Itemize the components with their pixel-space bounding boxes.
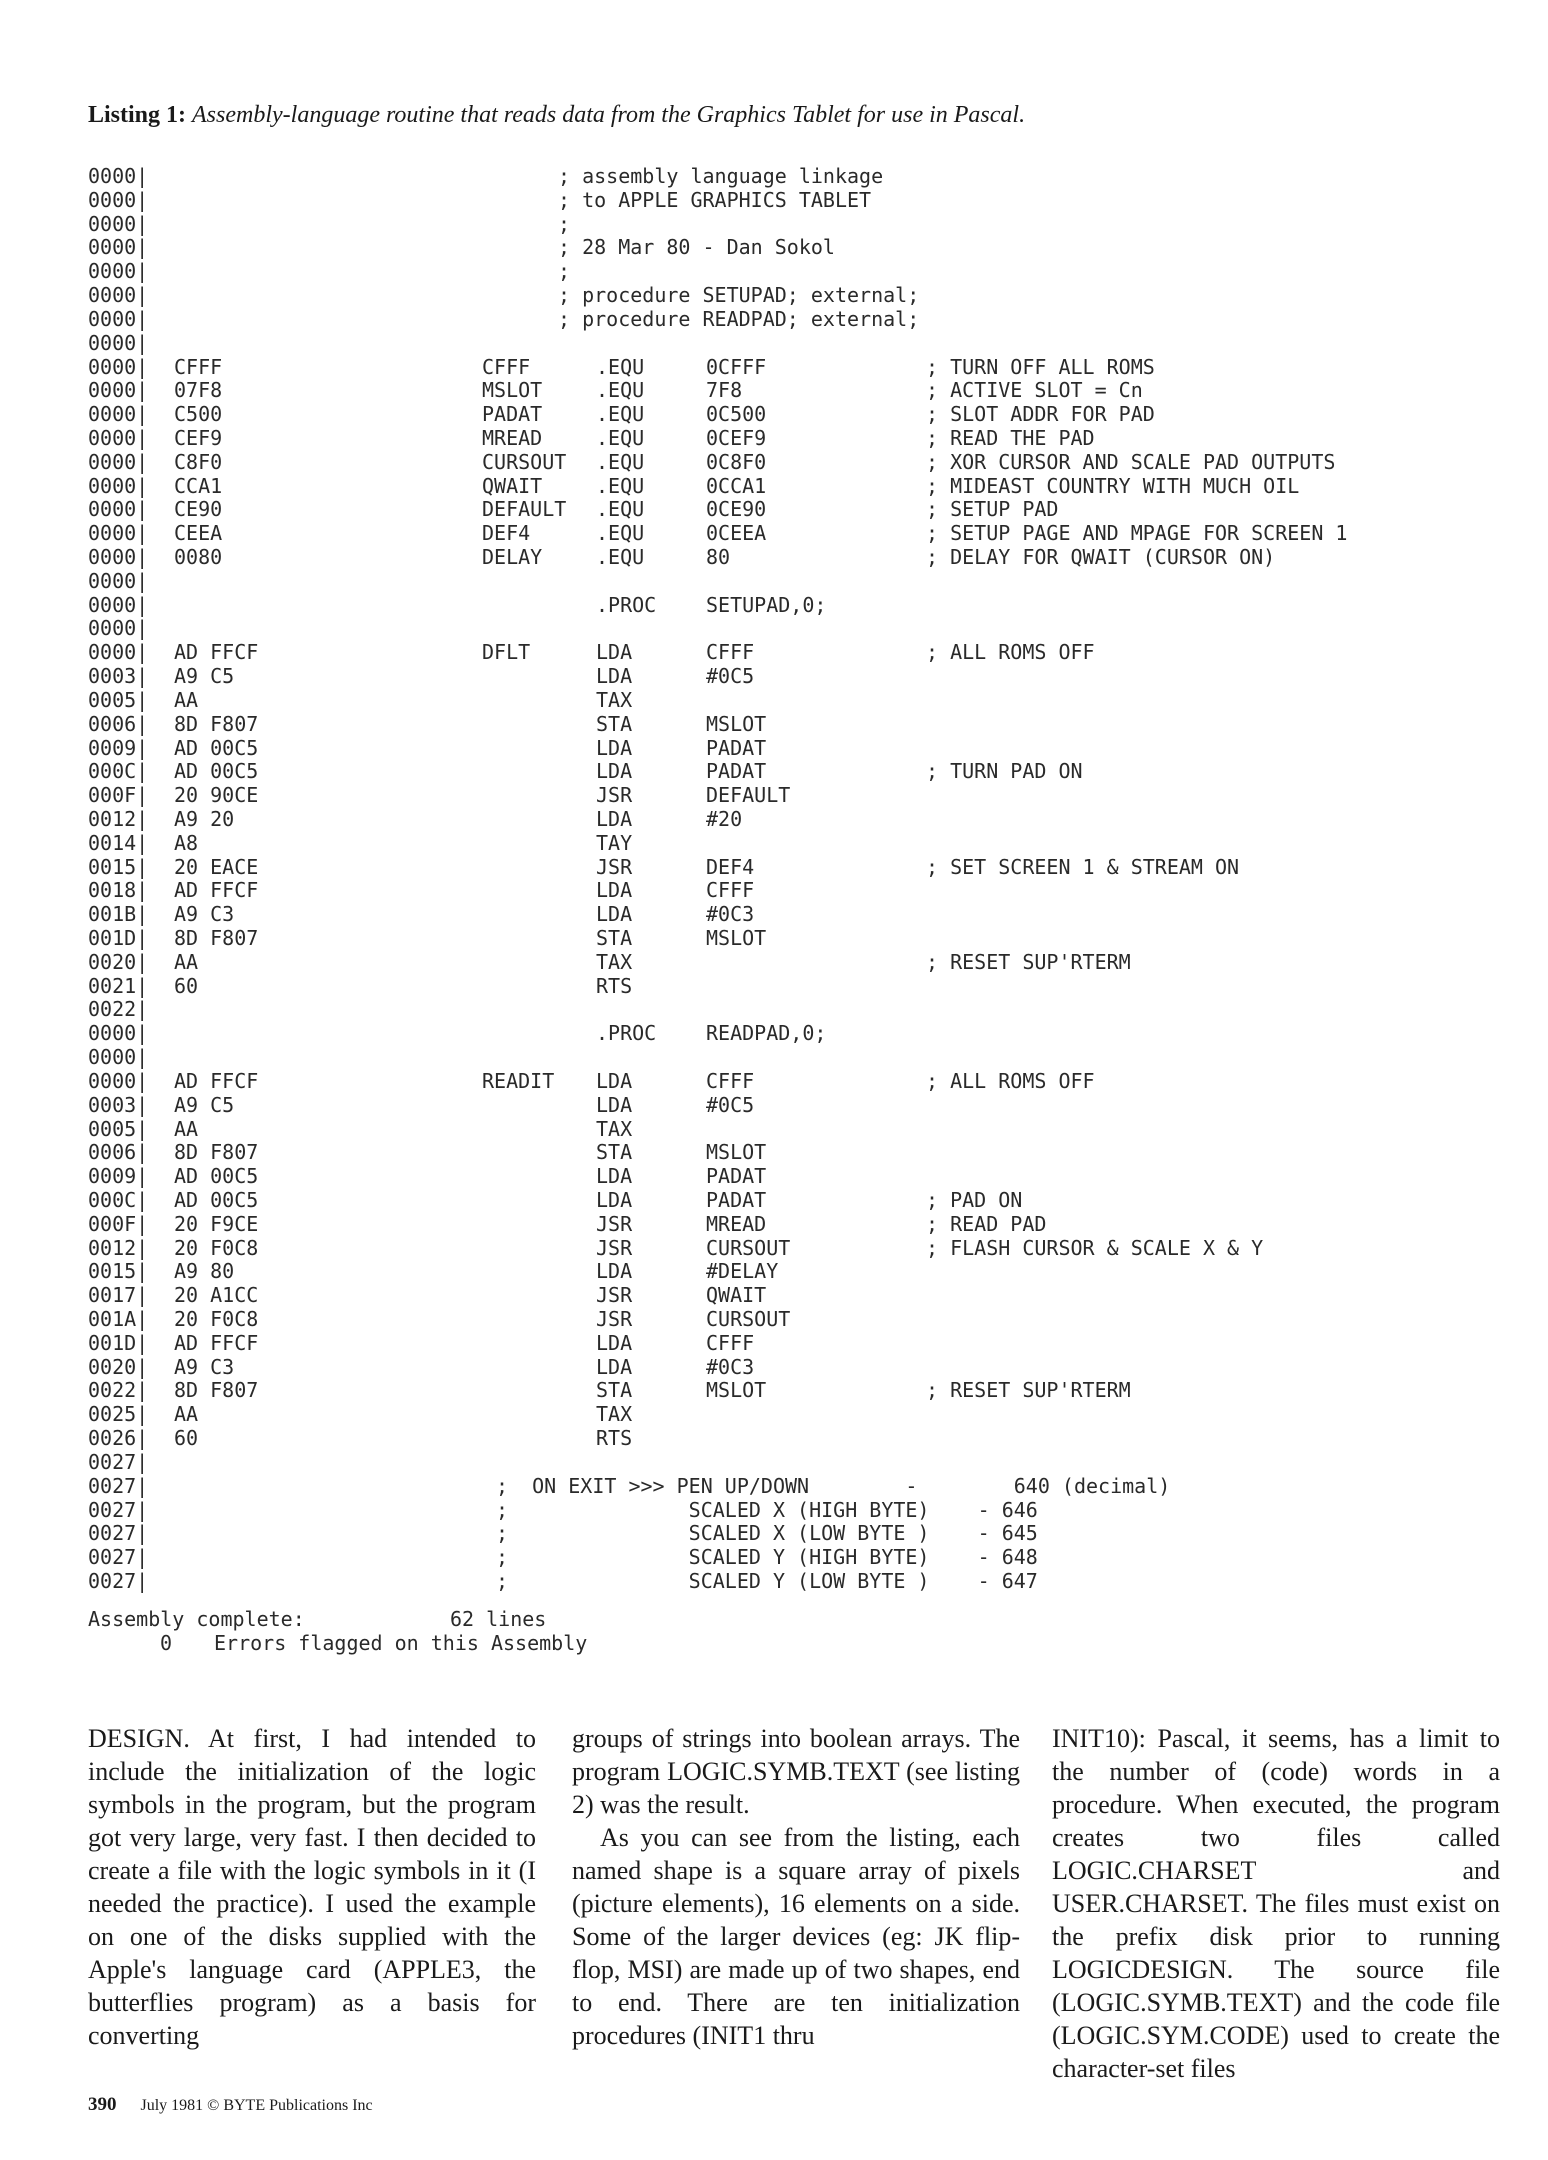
listing-op: JSR xyxy=(596,1235,633,1260)
body-paragraph: INIT10): Pascal, it seems, has a limit to the number of (code) words in a procedure. When executed, the program creates two files called LOGIC.CHARSET and USER.CHARSET. The files must exist on the prefix disk prior to running LOGICDESIGN. The source file (LOGIC.SYMB.TEXT) and the code file (LOGIC.SYM.CODE) used to create the character-set files xyxy=(1052,1724,1500,2083)
listing-comment: ; xyxy=(558,259,571,284)
listing-comment: ; ALL ROMS OFF xyxy=(926,1068,1095,1093)
listing-arg: 0CEF9 xyxy=(706,425,767,450)
listing-addr: 0025| xyxy=(88,1402,149,1427)
listing-addr: 001D| xyxy=(88,926,149,950)
listing-line xyxy=(88,737,1508,761)
listing-comment: ; READ THE PAD xyxy=(926,425,1095,450)
listing-hex: A9 C5 xyxy=(174,664,235,689)
listing-hex: 20 A1CC xyxy=(174,1283,259,1308)
listing-addr: 0020| xyxy=(88,949,149,974)
listing-arg: CFFF xyxy=(706,1068,755,1093)
listing-op: .EQU xyxy=(596,449,645,474)
listing-line xyxy=(88,1379,1508,1403)
listing-comment: ; RESET SUP'RTERM xyxy=(926,949,1131,974)
listing-op: .EQU xyxy=(596,521,645,546)
listing-hex: 60 xyxy=(174,973,199,998)
body-column-1 xyxy=(88,1722,536,2052)
listing-addr: 0000| xyxy=(88,354,149,379)
listing-op: TAX xyxy=(596,1116,633,1141)
listing-line xyxy=(88,665,1508,689)
listing-op: JSR xyxy=(596,854,633,879)
listing-op: TAX xyxy=(596,1402,633,1427)
listing-op: .EQU xyxy=(596,545,645,569)
listing-addr: 0000| xyxy=(88,378,149,403)
listing-exit-note xyxy=(88,1546,1508,1570)
listing-line xyxy=(88,689,1508,713)
listing-hex: A9 C5 xyxy=(174,1092,235,1117)
assembly-summary xyxy=(88,1607,988,1655)
listing-line xyxy=(88,570,1508,594)
listing-op: JSR xyxy=(596,1211,633,1236)
listing-arg: PADAT xyxy=(706,1164,767,1189)
listing-addr: 0000| xyxy=(88,545,149,569)
listing-addr: 0022| xyxy=(88,997,149,1022)
listing-addr: 0006| xyxy=(88,1140,149,1165)
listing-arg: #0C5 xyxy=(706,1092,755,1117)
listing-op: .EQU xyxy=(596,354,645,379)
listing-line xyxy=(88,760,1508,784)
listing-line xyxy=(88,308,1508,332)
listing-arg: 0C8F0 xyxy=(706,449,767,474)
listing-addr: 0000| xyxy=(88,449,149,474)
listing-addr: 0000| xyxy=(88,330,149,355)
listing-addr: 0000| xyxy=(88,164,149,188)
listing-op: LDA xyxy=(596,759,633,784)
listing-op: .EQU xyxy=(596,497,645,522)
listing-line xyxy=(88,236,1508,260)
listing-line xyxy=(88,165,1508,189)
listing-op: LDA xyxy=(596,735,633,760)
listing-comment: ; xyxy=(558,211,571,236)
listing-addr: 0000| xyxy=(88,1045,149,1070)
listing-line xyxy=(88,213,1508,237)
listing-addr: 0006| xyxy=(88,711,149,736)
listing-addr: 000F| xyxy=(88,1211,149,1236)
listing-arg: #0C5 xyxy=(706,664,755,689)
listing-line xyxy=(88,1165,1508,1189)
listing-exit-text: ; SCALED X (LOW BYTE ) - 645 xyxy=(496,1521,1038,1546)
summary-errors-count: 0 xyxy=(160,1631,173,1655)
body-paragraph: DESIGN. At first, I had intended to include the initialization of the logic symbols in the program, but the program got very large, very fast. I then decided to create a file with the logic symbols in it (I needed the practice). I used the example on one of the disks supplied with the Apple's language card (APPLE3, the butterflies program) as a basis for converting xyxy=(88,1724,536,2050)
listing-label: DEFAULT xyxy=(482,497,567,522)
listing-label: MREAD xyxy=(482,425,543,450)
listing-op: LDA xyxy=(596,1164,633,1189)
listing-hex: 07F8 xyxy=(174,378,223,403)
listing-line xyxy=(88,975,1508,999)
listing-hex: 20 EACE xyxy=(174,854,259,879)
listing-line xyxy=(88,1237,1508,1261)
listing-arg: PADAT xyxy=(706,735,767,760)
listing-line xyxy=(88,451,1508,475)
listing-addr: 0009| xyxy=(88,735,149,760)
listing-addr: 0000| xyxy=(88,259,149,284)
listing-line xyxy=(88,1403,1508,1427)
listing-op: LDA xyxy=(596,1259,633,1284)
listing-exit-text: ; SCALED X (HIGH BYTE) - 646 xyxy=(496,1497,1038,1522)
listing-addr: 0003| xyxy=(88,664,149,689)
listing-op: STA xyxy=(596,1140,633,1165)
summary-line-1 xyxy=(88,1607,988,1631)
listing-comment: ; FLASH CURSOR & SCALE X & Y xyxy=(926,1235,1264,1260)
listing-arg: MSLOT xyxy=(706,1378,767,1403)
body-paragraph: groups of strings into boolean arrays. The program LOGIC.SYMB.TEXT (see listing 2) was the result. xyxy=(572,1724,1020,1819)
listing-addr: 0005| xyxy=(88,687,149,712)
listing-op: LDA xyxy=(596,1092,633,1117)
listing-line xyxy=(88,284,1508,308)
listing-hex: CEEA xyxy=(174,521,223,546)
listing-op: JSR xyxy=(596,1307,633,1331)
listing-line xyxy=(88,379,1508,403)
listing-comment: ; XOR CURSOR AND SCALE PAD OUTPUTS xyxy=(926,449,1336,474)
listing-label: MSLOT xyxy=(482,378,543,403)
listing-arg: CFFF xyxy=(706,1330,755,1355)
listing-comment: ; READ PAD xyxy=(926,1211,1047,1236)
listing-line xyxy=(88,1332,1508,1356)
listing-hex: 8D F807 xyxy=(174,1140,259,1165)
listing-hex: 8D F807 xyxy=(174,1378,259,1403)
listing-exit-note xyxy=(88,1499,1508,1523)
listing-hex: 20 90CE xyxy=(174,783,259,808)
listing-addr: 0005| xyxy=(88,1116,149,1141)
listing-hex: AD FFCF xyxy=(174,640,259,665)
listing-op: .EQU xyxy=(596,402,645,427)
listing-line xyxy=(88,475,1508,499)
listing-hex: AD 00C5 xyxy=(174,735,259,760)
listing-arg: MSLOT xyxy=(706,711,767,736)
listing-line xyxy=(88,356,1508,380)
listing-op: JSR xyxy=(596,783,633,808)
listing-hex: AD FFCF xyxy=(174,1330,259,1355)
assembly-listing xyxy=(88,165,1508,1594)
listing-line xyxy=(88,641,1508,665)
listing-comment: ; procedure READPAD; external; xyxy=(558,306,920,331)
listing-addr: 0014| xyxy=(88,830,149,855)
listing-op: .EQU xyxy=(596,378,645,403)
body-paragraph: As you can see from the listing, each named shape is a square array of pixels (picture elements), 16 elements on a side. Some of the larger devices (eg: JK flip-flop, MSI) are made up of two shapes, end to end. There are ten initialization procedures (INIT1 thru xyxy=(572,1823,1020,2050)
listing-op: TAX xyxy=(596,949,633,974)
listing-op: JSR xyxy=(596,1283,633,1308)
listing-addr: 0012| xyxy=(88,806,149,831)
listing-op: STA xyxy=(596,1378,633,1403)
listing-line xyxy=(88,927,1508,951)
listing-arg: DEFAULT xyxy=(706,783,791,808)
listing-comment: ; 28 Mar 80 - Dan Sokol xyxy=(558,235,835,260)
listing-addr: 0021| xyxy=(88,973,149,998)
listing-caption xyxy=(88,100,1488,130)
listing-hex: AD 00C5 xyxy=(174,759,259,784)
listing-op: LDA xyxy=(596,878,633,903)
listing-line xyxy=(88,498,1508,522)
listing-addr: 0027| xyxy=(88,1545,149,1570)
listing-exit-note xyxy=(88,1522,1508,1546)
page-number: 390 xyxy=(88,2094,117,2115)
listing-hex: AA xyxy=(174,949,199,974)
listing-label: DEF4 xyxy=(482,521,531,546)
listing-arg: 0CEEA xyxy=(706,521,767,546)
listing-arg: 0C500 xyxy=(706,402,767,427)
listing-arg: MSLOT xyxy=(706,1140,767,1165)
listing-op: LDA xyxy=(596,664,633,689)
listing-addr: 0018| xyxy=(88,878,149,903)
listing-addr: 0017| xyxy=(88,1283,149,1308)
listing-arg: READPAD,0; xyxy=(706,1021,827,1046)
listing-arg: #20 xyxy=(706,806,743,831)
listing-comment: ; MIDEAST COUNTRY WITH MUCH OIL xyxy=(926,473,1300,498)
listing-line xyxy=(88,713,1508,737)
caption-title: Assembly-language routine that reads data from the Graphics Tablet for use in Pascal. xyxy=(192,102,1026,128)
listing-line xyxy=(88,1094,1508,1118)
listing-op: STA xyxy=(596,711,633,736)
listing-hex: A9 20 xyxy=(174,806,235,831)
listing-hex: CFFF xyxy=(174,354,223,379)
publication-credit: July 1981 © BYTE Publications Inc xyxy=(140,2097,373,2114)
caption-label: Listing 1: xyxy=(88,102,187,128)
listing-addr: 0027| xyxy=(88,1449,149,1474)
listing-addr: 0000| xyxy=(88,640,149,665)
listing-addr: 0000| xyxy=(88,187,149,212)
listing-line xyxy=(88,617,1508,641)
listing-exit-text: ; SCALED Y (HIGH BYTE) - 648 xyxy=(496,1545,1038,1570)
listing-exit-text: ; SCALED Y (LOW BYTE ) - 647 xyxy=(496,1568,1038,1593)
listing-label: CURSOUT xyxy=(482,449,567,474)
listing-addr: 0000| xyxy=(88,521,149,546)
listing-line xyxy=(88,332,1508,356)
listing-addr: 0003| xyxy=(88,1092,149,1117)
listing-line xyxy=(88,546,1508,570)
listing-hex: CE90 xyxy=(174,497,223,522)
listing-op: LDA xyxy=(596,1187,633,1212)
summary-line-2 xyxy=(88,1631,988,1655)
summary-errors-text: Errors flagged on this Assembly xyxy=(214,1631,588,1655)
listing-comment: ; SET SCREEN 1 & STREAM ON xyxy=(926,854,1240,879)
listing-line xyxy=(88,1356,1508,1380)
listing-hex: AA xyxy=(174,1116,199,1141)
listing-addr: 000C| xyxy=(88,1187,149,1212)
listing-arg: 0CCA1 xyxy=(706,473,767,498)
listing-label: READIT xyxy=(482,1068,555,1093)
listing-hex: AD 00C5 xyxy=(174,1187,259,1212)
listing-line xyxy=(88,1308,1508,1332)
listing-comment: ; procedure SETUPAD; external; xyxy=(558,283,920,308)
listing-hex: 20 F9CE xyxy=(174,1211,259,1236)
listing-addr: 001A| xyxy=(88,1307,149,1331)
listing-op: TAY xyxy=(596,830,633,855)
listing-hex: CCA1 xyxy=(174,473,223,498)
listing-exit-note xyxy=(88,1475,1508,1499)
listing-addr: 0020| xyxy=(88,1354,149,1379)
listing-comment: ; ALL ROMS OFF xyxy=(926,640,1095,665)
listing-addr: 0000| xyxy=(88,211,149,236)
listing-label: CFFF xyxy=(482,354,531,379)
listing-addr: 0027| xyxy=(88,1568,149,1593)
listing-label: QWAIT xyxy=(482,473,543,498)
listing-exit-note xyxy=(88,1451,1508,1475)
listing-op: LDA xyxy=(596,1068,633,1093)
listing-addr: 000C| xyxy=(88,759,149,784)
listing-line xyxy=(88,522,1508,546)
listing-op: .EQU xyxy=(596,425,645,450)
listing-hex: 8D F807 xyxy=(174,711,259,736)
listing-op: RTS xyxy=(596,973,633,998)
listing-line xyxy=(88,998,1508,1022)
listing-arg: MREAD xyxy=(706,1211,767,1236)
listing-hex: AA xyxy=(174,687,199,712)
listing-op: .PROC xyxy=(596,592,657,617)
listing-op: LDA xyxy=(596,902,633,927)
listing-arg: 0CFFF xyxy=(706,354,767,379)
listing-op: LDA xyxy=(596,806,633,831)
listing-hex: C8F0 xyxy=(174,449,223,474)
listing-comment: ; PAD ON xyxy=(926,1187,1023,1212)
listing-comment: ; SETUP PAGE AND MPAGE FOR SCREEN 1 xyxy=(926,521,1348,546)
summary-complete-label: Assembly complete: xyxy=(88,1607,305,1631)
summary-lines: 62 lines xyxy=(450,1607,547,1631)
listing-arg: 80 xyxy=(706,545,731,569)
listing-comment: ; SETUP PAD xyxy=(926,497,1059,522)
listing-line xyxy=(88,1118,1508,1142)
listing-line xyxy=(88,951,1508,975)
listing-comment: ; DELAY FOR QWAIT (CURSOR ON) xyxy=(926,545,1276,569)
listing-op: LDA xyxy=(596,1330,633,1355)
listing-op: RTS xyxy=(596,1426,633,1451)
listing-addr: 0022| xyxy=(88,1378,149,1403)
listing-line xyxy=(88,1284,1508,1308)
listing-comment: ; assembly language linkage xyxy=(558,164,884,188)
listing-addr: 001B| xyxy=(88,902,149,927)
listing-arg: #DELAY xyxy=(706,1259,779,1284)
body-column-3 xyxy=(1052,1722,1500,2085)
listing-line xyxy=(88,260,1508,284)
listing-line xyxy=(88,1070,1508,1094)
listing-addr: 001D| xyxy=(88,1330,149,1355)
listing-addr: 0015| xyxy=(88,1259,149,1284)
listing-arg: #0C3 xyxy=(706,1354,755,1379)
listing-addr: 0000| xyxy=(88,592,149,617)
listing-line xyxy=(88,856,1508,880)
listing-arg: DEF4 xyxy=(706,854,755,879)
listing-op: TAX xyxy=(596,687,633,712)
listing-addr: 0000| xyxy=(88,616,149,641)
listing-line xyxy=(88,1141,1508,1165)
listing-line xyxy=(88,879,1508,903)
listing-hex: C500 xyxy=(174,402,223,427)
listing-comment: ; SLOT ADDR FOR PAD xyxy=(926,402,1155,427)
listing-addr: 0027| xyxy=(88,1497,149,1522)
listing-hex: AD 00C5 xyxy=(174,1164,259,1189)
listing-arg: CURSOUT xyxy=(706,1307,791,1331)
listing-arg: SETUPAD,0; xyxy=(706,592,827,617)
listing-exit-note xyxy=(88,1570,1508,1594)
listing-addr: 0009| xyxy=(88,1164,149,1189)
listing-addr: 0000| xyxy=(88,568,149,593)
listing-line xyxy=(88,832,1508,856)
listing-comment: ; to APPLE GRAPHICS TABLET xyxy=(558,187,872,212)
listing-comment: ; RESET SUP'RTERM xyxy=(926,1378,1131,1403)
listing-arg: 7F8 xyxy=(706,378,743,403)
listing-addr: 0000| xyxy=(88,473,149,498)
listing-label: DELAY xyxy=(482,545,543,569)
listing-arg: PADAT xyxy=(706,759,767,784)
listing-hex: 20 F0C8 xyxy=(174,1307,259,1331)
listing-hex: A9 80 xyxy=(174,1259,235,1284)
listing-addr: 0015| xyxy=(88,854,149,879)
listing-addr: 0027| xyxy=(88,1521,149,1546)
listing-hex: 8D F807 xyxy=(174,926,259,950)
listing-op: .EQU xyxy=(596,473,645,498)
listing-arg: MSLOT xyxy=(706,926,767,950)
listing-op: LDA xyxy=(596,640,633,665)
listing-arg: PADAT xyxy=(706,1187,767,1212)
listing-hex: 20 F0C8 xyxy=(174,1235,259,1260)
body-column-2 xyxy=(572,1722,1020,2052)
listing-line xyxy=(88,189,1508,213)
listing-hex: CEF9 xyxy=(174,425,223,450)
listing-arg: CFFF xyxy=(706,640,755,665)
listing-addr: 0000| xyxy=(88,306,149,331)
listing-arg: 0CE90 xyxy=(706,497,767,522)
listing-addr: 0027| xyxy=(88,1473,149,1498)
listing-addr: 0000| xyxy=(88,425,149,450)
listing-exit-text: ; ON EXIT >>> PEN UP/DOWN - 640 (decimal) xyxy=(496,1473,1171,1498)
listing-addr: 0000| xyxy=(88,1021,149,1046)
listing-addr: 0000| xyxy=(88,402,149,427)
listing-arg: CFFF xyxy=(706,878,755,903)
listing-label: DFLT xyxy=(482,640,531,665)
listing-comment: ; ACTIVE SLOT = Cn xyxy=(926,378,1143,403)
listing-addr: 0000| xyxy=(88,235,149,260)
listing-line xyxy=(88,784,1508,808)
listing-line xyxy=(88,1213,1508,1237)
listing-addr: 0000| xyxy=(88,497,149,522)
listing-op: LDA xyxy=(596,1354,633,1379)
listing-hex: AA xyxy=(174,1402,199,1427)
listing-line xyxy=(88,1427,1508,1451)
listing-arg: QWAIT xyxy=(706,1283,767,1308)
listing-line xyxy=(88,903,1508,927)
listing-addr: 000F| xyxy=(88,783,149,808)
listing-addr: 0000| xyxy=(88,283,149,308)
listing-label: PADAT xyxy=(482,402,543,427)
listing-line xyxy=(88,427,1508,451)
listing-line xyxy=(88,808,1508,832)
listing-hex: A9 C3 xyxy=(174,1354,235,1379)
listing-hex: AD FFCF xyxy=(174,1068,259,1093)
listing-hex: A8 xyxy=(174,830,199,855)
listing-hex: 60 xyxy=(174,1426,199,1451)
listing-op: .PROC xyxy=(596,1021,657,1046)
listing-hex: AD FFCF xyxy=(174,878,259,903)
listing-op: STA xyxy=(596,926,633,950)
page-footer xyxy=(88,2093,373,2118)
listing-line xyxy=(88,1046,1508,1070)
listing-hex: 0080 xyxy=(174,545,223,569)
listing-arg: #0C3 xyxy=(706,902,755,927)
listing-line xyxy=(88,1189,1508,1213)
listing-addr: 0000| xyxy=(88,1068,149,1093)
listing-line xyxy=(88,1022,1508,1046)
listing-addr: 0012| xyxy=(88,1235,149,1260)
listing-arg: CURSOUT xyxy=(706,1235,791,1260)
listing-comment: ; TURN OFF ALL ROMS xyxy=(926,354,1155,379)
listing-line xyxy=(88,594,1508,618)
listing-line xyxy=(88,1260,1508,1284)
listing-comment: ; TURN PAD ON xyxy=(926,759,1083,784)
listing-hex: A9 C3 xyxy=(174,902,235,927)
listing-addr: 0026| xyxy=(88,1426,149,1451)
listing-line xyxy=(88,403,1508,427)
